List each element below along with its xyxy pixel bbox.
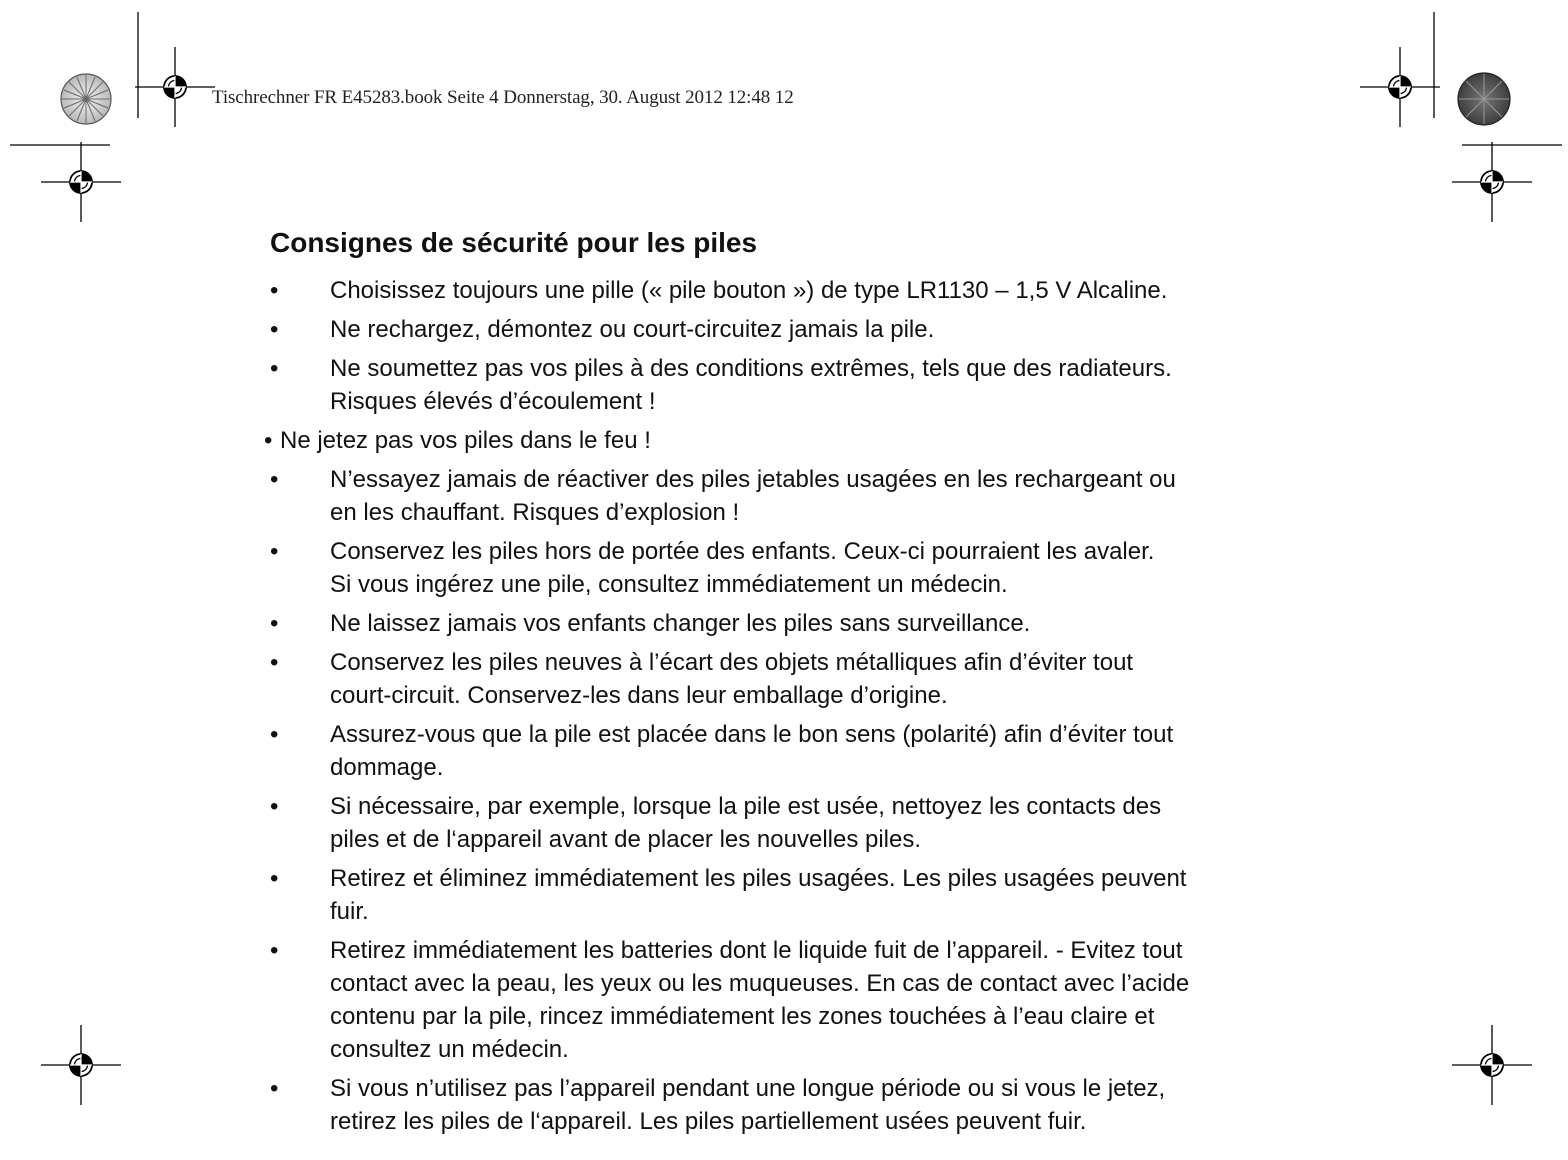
- list-item-text: [280, 424, 1324, 457]
- text-line: Si nécessaire, par exemple, lorsque la pile est usée, nettoyez les contacts des: [330, 793, 1162, 820]
- list-item: [264, 934, 1324, 1066]
- bullet-icon: •: [270, 316, 279, 343]
- starburst-target-right: [1458, 73, 1510, 125]
- list-item: [264, 463, 1324, 529]
- text-line: Retirez immédiatement les batteries dont le liquide fuit de l’appareil. - Evitez tout: [330, 937, 1183, 964]
- list-item: [264, 352, 1324, 418]
- list-item-text: [330, 934, 1324, 1066]
- safety-instructions-list: [264, 274, 1324, 1144]
- list-item-text: [330, 646, 1324, 712]
- page-title: Consignes de sécurité pour les piles: [270, 227, 758, 258]
- text-line: Ne soumettez pas vos piles à des conditions extrêmes, tels que des radiateurs.: [330, 355, 1172, 382]
- text-line: court-circuit. Conservez-les dans leur emballage d’origine.: [330, 682, 948, 709]
- list-item-text: [330, 352, 1324, 418]
- list-item-text: [330, 274, 1324, 307]
- text-line: Choisissez toujours une pille (« pile bouton ») de type LR1130 – 1,5 V Alcaline.: [330, 277, 1168, 304]
- bullet-icon: •: [270, 649, 279, 676]
- bullet-icon: •: [270, 721, 279, 748]
- list-item-text: [330, 790, 1324, 856]
- text-line: en les chauffant. Risques d’explosion !: [330, 499, 740, 526]
- text-line: Assurez-vous que la pile est placée dans le bon sens (polarité) afin d’éviter tout: [330, 721, 1174, 748]
- registration-mark-top-left: [135, 47, 215, 127]
- text-line: Conservez les piles neuves à l’écart des objets métalliques afin d’éviter tout: [330, 649, 1134, 676]
- list-item: [264, 862, 1324, 928]
- text-line: fuir.: [330, 898, 369, 925]
- bullet-icon: •: [270, 610, 279, 637]
- bullet-icon: •: [270, 793, 279, 820]
- print-slug-header: Tischrechner FR E45283.book Seite 4 Donnerstag, 30. August 2012 12:48 12: [212, 87, 794, 108]
- list-item-text: [330, 463, 1324, 529]
- bullet-icon: •: [270, 277, 279, 304]
- list-item-text: [330, 862, 1324, 928]
- text-line: Ne laissez jamais vos enfants changer les piles sans surveillance.: [330, 610, 1031, 637]
- list-item: [264, 646, 1324, 712]
- bullet-icon: •: [270, 538, 279, 565]
- bullet-icon: •: [270, 355, 279, 382]
- list-item-text: [330, 718, 1324, 784]
- registration-mark-right-upper: [1452, 142, 1532, 222]
- text-line: piles et de l‘appareil avant de placer les nouvelles piles.: [330, 826, 922, 853]
- bullet-icon: •: [270, 937, 279, 964]
- text-line: retirez les piles de l‘appareil. Les piles partiellement usées peuvent fuir.: [330, 1108, 1087, 1135]
- list-item-text: [330, 607, 1324, 640]
- list-item-text: [330, 535, 1324, 601]
- text-line: Si vous n’utilisez pas l’appareil pendant une longue période ou si vous le jetez,: [330, 1075, 1166, 1102]
- text-line: contenu par la pile, rincez immédiatement les zones touchées à l’eau claire et: [330, 1003, 1155, 1030]
- list-item: [264, 790, 1324, 856]
- list-item: [264, 274, 1324, 307]
- bullet-icon: •: [270, 865, 279, 892]
- bullet-icon: •: [270, 466, 279, 493]
- text-line: consultez un médecin.: [330, 1036, 569, 1063]
- text-line: contact avec la peau, les yeux ou les muqueuses. En cas de contact avec l’acide: [330, 970, 1190, 997]
- text-line: dommage.: [330, 754, 444, 781]
- list-item: [264, 607, 1324, 640]
- registration-mark-right-lower: [1452, 1025, 1532, 1105]
- text-line: Ne rechargez, démontez ou court-circuitez jamais la pile.: [330, 316, 935, 343]
- text-line: Conservez les piles hors de portée des enfants. Ceux-ci pourraient les avaler.: [330, 538, 1155, 565]
- list-item-text: [330, 1072, 1324, 1138]
- registration-mark-left-lower: [41, 1025, 121, 1105]
- list-item-text: [330, 313, 1324, 346]
- list-item: [264, 718, 1324, 784]
- bullet-icon: •: [270, 1075, 279, 1102]
- text-line: N’essayez jamais de réactiver des piles jetables usagées en les rechargeant ou: [330, 466, 1176, 493]
- starburst-target-left: [61, 74, 111, 124]
- registration-mark-left-upper: [41, 142, 121, 222]
- bullet-icon: •: [264, 427, 273, 454]
- text-line: Risques élevés d’écoulement !: [330, 388, 656, 415]
- list-item: [264, 313, 1324, 346]
- registration-mark-top-right: [1360, 47, 1440, 127]
- list-item: [264, 535, 1324, 601]
- text-line: Si vous ingérez une pile, consultez immédiatement un médecin.: [330, 571, 1008, 598]
- text-line: Ne jetez pas vos piles dans le feu !: [280, 427, 651, 454]
- list-item: [264, 424, 1324, 457]
- text-line: Retirez et éliminez immédiatement les piles usagées. Les piles usagées peuvent: [330, 865, 1187, 892]
- list-item: [264, 1072, 1324, 1138]
